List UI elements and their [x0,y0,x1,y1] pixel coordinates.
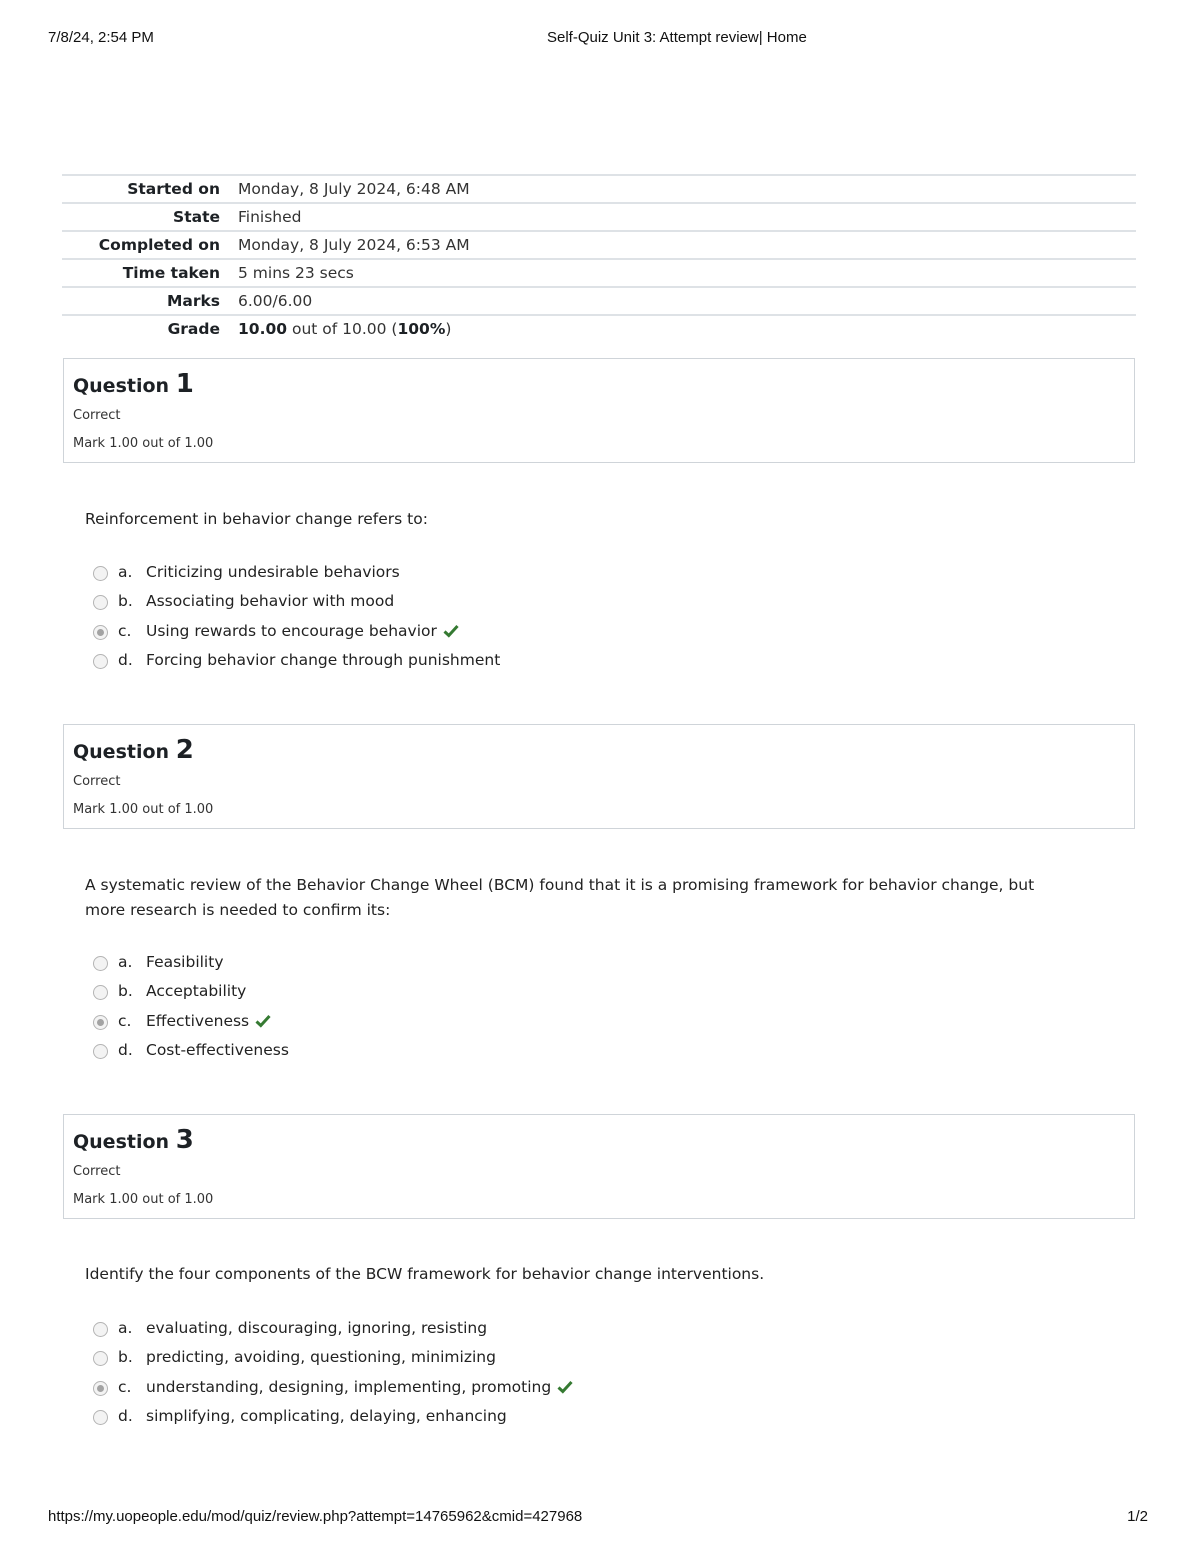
answer-text: Criticizing undesirable behaviors [146,563,400,581]
check-icon [557,1380,573,1394]
question-state: Correct [73,774,121,789]
summary-row-started [62,175,1136,203]
radio-checked-icon[interactable] [93,625,108,640]
question-title [73,735,194,765]
question-label: Question [73,375,170,397]
summary-label: Marks [166,292,220,310]
check-icon [255,1014,271,1028]
summary-value: 6.00/6.00 [238,292,313,310]
print-url: https://my.uopeople.edu/mod/quiz/review.php?attempt=14765962&cmid=427968 [48,1508,583,1525]
print-date: 7/8/24, 2:54 PM [48,29,154,46]
question-label: Question [73,1131,170,1153]
print-page-title: Self-Quiz Unit 3: Attempt review| Home [547,29,807,46]
question-number: 2 [175,735,194,765]
grade-close: ) [445,320,452,338]
radio-checked-icon[interactable] [93,1015,108,1030]
answer-text-wrap [146,1378,573,1396]
answer-letter: c. [118,1011,132,1030]
summary-label: Grade [167,320,220,338]
question-title [73,1125,194,1155]
radio-unchecked-icon[interactable] [93,595,108,610]
radio-unchecked-icon[interactable] [93,1410,108,1425]
answer-text: evaluating, discouraging, ignoring, resisting [146,1319,488,1337]
print-header [0,29,1200,49]
question-2-text: A systematic review of the Behavior Change Wheel (BCM) found that it is a promising framework for behavior change, but more research is needed to confirm its: [85,876,1035,919]
answer-text: Acceptability [146,982,247,1001]
attempt-summary-table [62,174,1136,342]
question-title [73,369,194,399]
question-1-text: Reinforcement in behavior change refers to: [85,510,428,528]
answer-letter: d. [118,1406,133,1425]
radio-unchecked-icon[interactable] [93,985,108,1000]
question-label: Question [73,741,170,763]
grade-score: 10.00 [238,320,288,338]
answer-text: simplifying, complicating, delaying, enhancing [146,1406,507,1425]
answer-letter: a. [118,953,133,971]
answer-letter: a. [118,563,133,581]
check-icon [443,624,459,638]
page-number: 1/2 [1127,1508,1148,1525]
radio-unchecked-icon[interactable] [93,1322,108,1337]
answer-letter: b. [118,592,133,611]
summary-label: Started on [127,180,220,198]
summary-row-grade [62,315,1136,342]
radio-unchecked-icon[interactable] [93,956,108,971]
answer-letter: c. [118,1377,132,1396]
question-state: Correct [73,408,121,423]
question-3-text: Identify the four components of the BCW framework for behavior change interventions. [85,1265,765,1283]
summary-row-marks [62,287,1136,315]
answer-letter: a. [118,1319,133,1337]
question-mark: Mark 1.00 out of 1.00 [73,436,214,451]
radio-checked-icon[interactable] [93,1381,108,1396]
answer-text: Feasibility [146,953,224,971]
radio-unchecked-icon[interactable] [93,654,108,669]
answer-text: Cost-effectiveness [146,1040,289,1059]
question-mark: Mark 1.00 out of 1.00 [73,1192,214,1207]
grade-out-of: out of 10.00 ( [287,320,398,338]
question-number: 3 [175,1125,194,1155]
summary-row-completed [62,231,1136,259]
summary-value: Monday, 8 July 2024, 6:48 AM [238,180,470,198]
summary-value: 5 mins 23 secs [238,264,354,282]
answer-text-wrap [146,1012,271,1030]
answer-text: Using rewards to encourage behavior [146,621,437,640]
summary-value [238,315,1136,342]
question-1-info [63,358,1135,463]
answer-text: understanding, designing, implementing, promoting [146,1377,552,1396]
summary-label: Completed on [98,236,220,254]
summary-row-time [62,259,1136,287]
grade-percent: 100% [397,320,446,338]
summary-value: Finished [238,208,302,226]
answer-text: Associating behavior with mood [146,592,395,611]
answer-letter: b. [118,982,133,1001]
answer-letter: d. [118,650,133,669]
summary-value: Monday, 8 July 2024, 6:53 AM [238,236,470,254]
question-state: Correct [73,1164,121,1179]
answer-letter: d. [118,1040,133,1059]
answer-letter: c. [118,621,132,640]
question-3-info [63,1114,1135,1219]
summary-label: State [173,208,220,226]
question-number: 1 [175,369,194,399]
question-mark: Mark 1.00 out of 1.00 [73,802,214,817]
radio-unchecked-icon[interactable] [93,1044,108,1059]
answer-letter: b. [118,1348,133,1367]
question-2-info [63,724,1135,829]
radio-unchecked-icon[interactable] [93,1351,108,1366]
radio-unchecked-icon[interactable] [93,566,108,581]
summary-label: Time taken [122,264,220,282]
answer-text: Effectiveness [146,1011,250,1030]
answer-text: predicting, avoiding, questioning, minimizing [146,1348,496,1367]
summary-row-state [62,203,1136,231]
answer-text: Forcing behavior change through punishment [146,650,501,669]
answer-text-wrap [146,622,459,640]
